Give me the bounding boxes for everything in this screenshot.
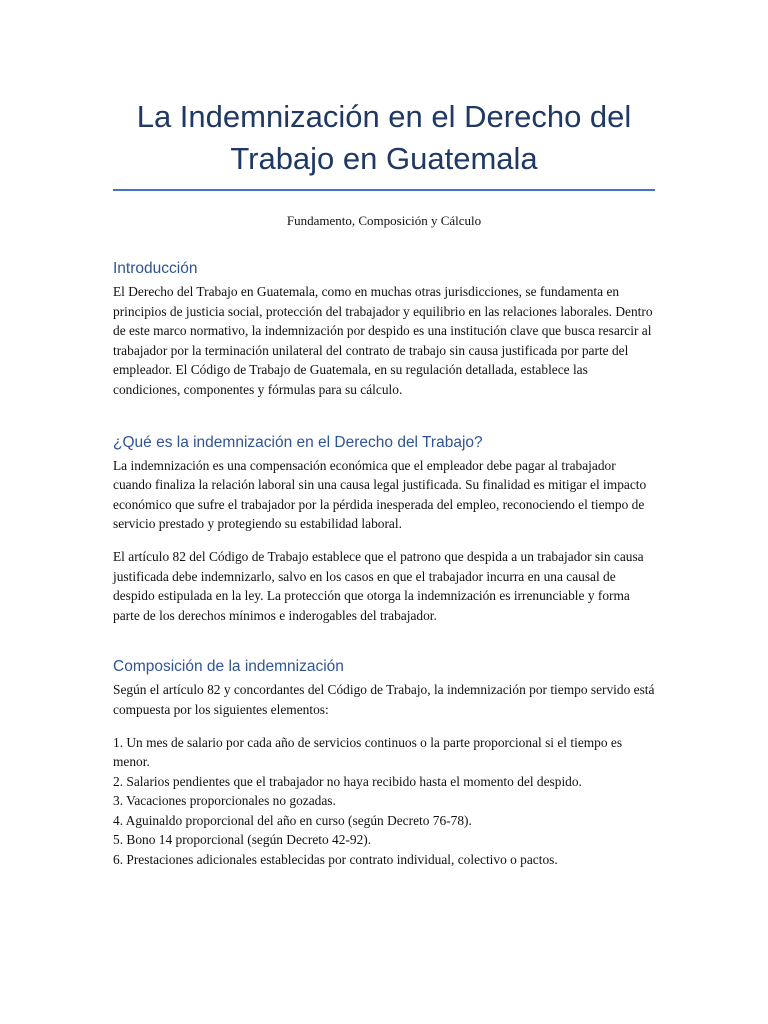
document-title: La Indemnización en el Derecho del Trabajo en Guatemala xyxy=(136,99,632,176)
definition-paragraph-2: El artículo 82 del Código de Trabajo establece que el patrono que despida a un trabajador sin causa justificada debe indemnizarlo, salvo en los casos en que el trabajador incurra en una causal de despido estipulada en la ley. La protección que otorga la indemnización es irrenunciable y forma parte de los derechos mínimos e inderogables del trabajador. xyxy=(113,548,644,623)
list-item: 1. Un mes de salario por cada año de servicios continuos o la parte proporcional si el tiempo es menor. xyxy=(113,734,623,770)
list-item: 2. Salarios pendientes que el trabajador no haya recibido hasta el momento del despido. xyxy=(113,773,582,789)
composition-list xyxy=(113,733,655,870)
intro-heading: Introducción xyxy=(113,260,198,277)
list-item: 3. Vacaciones proporcionales no gozadas. xyxy=(113,793,336,809)
list-item: 4. Aguinaldo proporcional del año en curso (según Decreto 76-78). xyxy=(113,812,472,828)
definition-heading: ¿Qué es la indemnización en el Derecho del Trabajo? xyxy=(113,433,483,451)
list-item: 6. Prestaciones adicionales establecidas por contrato individual, colectivo o pactos. xyxy=(113,852,558,868)
document-subtitle: Fundamento, Composición y Cálculo xyxy=(286,213,482,228)
title-divider xyxy=(113,189,655,191)
definition-paragraph-1: La indemnización es una compensación económica que el empleador debe pagar al trabajador cuando finaliza la relación laboral sin una causa legal justificada. Su finalidad es mitigar el impacto económico que sufre el trabajador por la pérdida inesperada del empleo, reconociendo el tiempo de servicio prestado y protegiendo su estabilidad laboral. xyxy=(113,457,647,532)
composition-heading: Composición de la indemnización xyxy=(113,658,344,676)
composition-paragraph: Según el artículo 82 y concordantes del Código de Trabajo, la indemnización por tiempo servido está compuesta por los siguientes elementos: xyxy=(113,682,655,717)
list-item: 5. Bono 14 proporcional (según Decreto 42-92). xyxy=(113,832,372,848)
intro-paragraph: El Derecho del Trabajo en Guatemala, como en muchas otras jurisdicciones, se fundamenta en principios de justicia social, protección del trabajador y equilibrio en las relaciones laborales. Dentro de este marco normativo, la indemnización por despido es una institución clave que busca resarcir al trabajador por la terminación unilateral del contrato de trabajo sin causa justificada por parte del empleador. El Código de Trabajo de Guatemala, en su regulación detallada, establece las condiciones, componentes y fórmulas para su cálculo. xyxy=(113,284,653,397)
